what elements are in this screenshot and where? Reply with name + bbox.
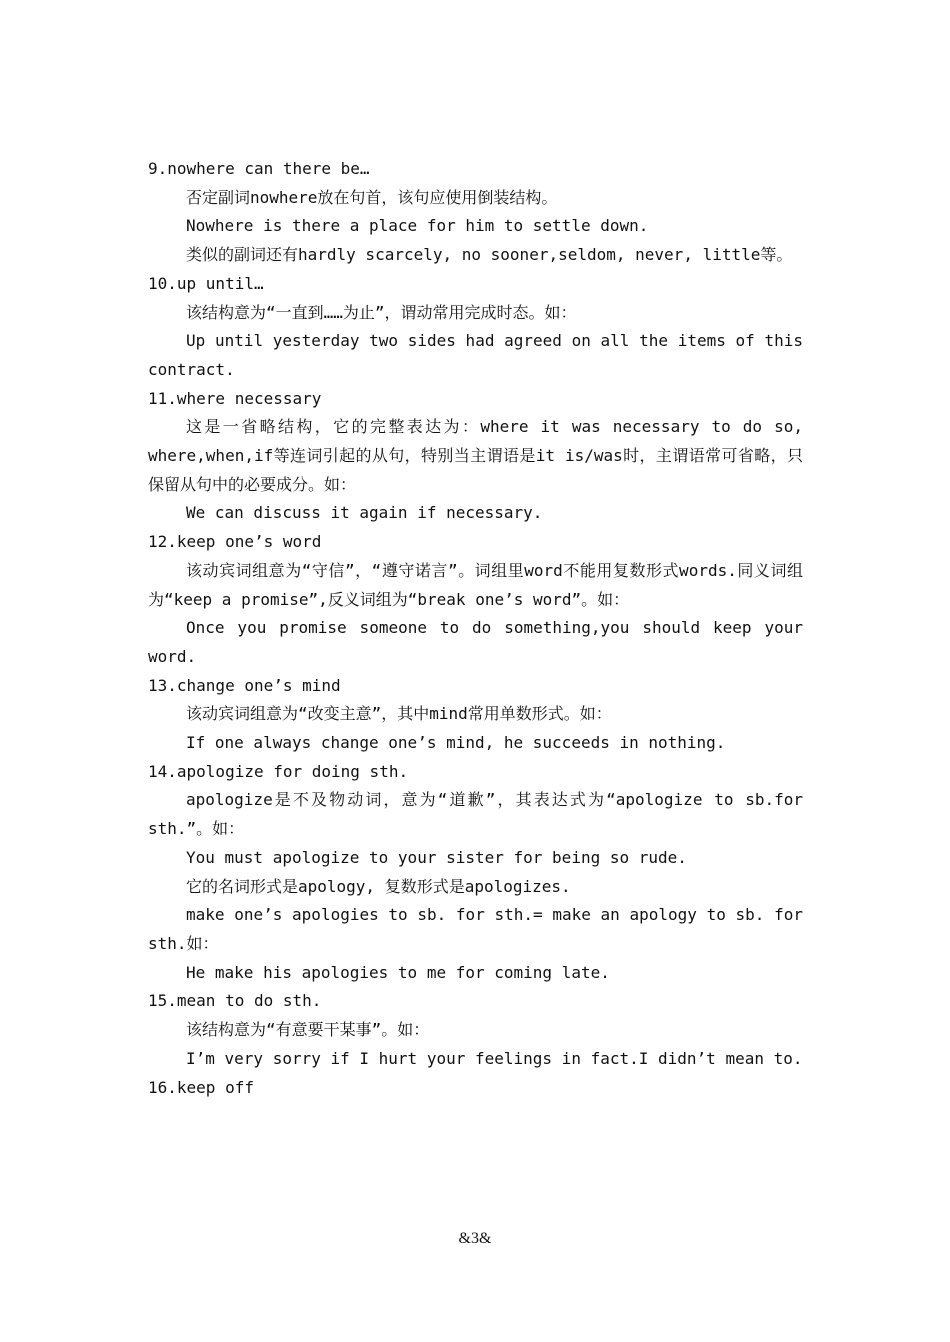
- document-body: [148, 155, 803, 1102]
- paragraph: We can discuss it again if necessary.: [186, 503, 543, 523]
- paragraph: make one’s apologies to sb. for sth.= make an apology to sb. for sth.如：: [148, 905, 803, 953]
- page-number: &3&: [458, 1230, 492, 1247]
- section-heading: 14.apologize for doing sth.: [148, 761, 409, 781]
- section-heading: 9.nowhere can there be…: [148, 159, 370, 178]
- section-heading: 10.up until…: [148, 273, 264, 293]
- paragraph: 类似的副词还有hardly scarcely, no sooner,seldom, never, little等。: [186, 245, 793, 265]
- paragraph: Nowhere is there a place for him to settle down.: [186, 216, 649, 236]
- paragraph: He make his apologies to me for coming late.: [186, 962, 610, 982]
- paragraph: I’m very sorry if I hurt your feelings in fact.I didn’t mean to.: [186, 1048, 803, 1068]
- paragraph: apologize是不及物动词，意为“道歉”，其表达式为“apologize to sb.for sth.”。如：: [148, 790, 803, 839]
- section-heading: 15.mean to do sth.: [148, 991, 322, 1011]
- paragraph: Up until yesterday two sides had agreed on all the items of this contract.: [148, 331, 803, 379]
- paragraph: Once you promise someone to do something,you should keep your word.: [148, 618, 803, 666]
- paragraph: 否定副词nowhere放在句首，该句应使用倒装结构。: [186, 187, 558, 207]
- paragraph: 这是一省略结构，它的完整表达为：where it was necessary to do so, where,when,if等连词引起的从句，特别当主谓语是it is/was时，主谓语常可省略，只保留从句中的必要成分。如：: [148, 417, 803, 494]
- paragraph: 它的名词形式是apology, 复数形式是apologizes.: [186, 876, 571, 896]
- section-heading: 16.keep off: [148, 1077, 254, 1097]
- paragraph: If one always change one’s mind, he succeeds in nothing.: [186, 733, 726, 753]
- paragraph: 该结构意为“一直到……为止”，谓动常用完成时态。如：: [186, 302, 577, 322]
- paragraph: You must apologize to your sister for being so rude.: [186, 847, 687, 867]
- section-heading: 12.keep one’s word: [148, 532, 322, 552]
- paragraph: 该动宾词组意为“改变主意”，其中mind常用单数形式。如：: [186, 704, 612, 724]
- section-heading: 11.where necessary: [148, 388, 322, 408]
- paragraph: 该动宾词组意为“守信”，“遵守诺言”。词组里word不能用复数形式words.同义词组为“keep a promise”,反义词组为“break one’s word”。如：: [148, 560, 803, 609]
- paragraph: 该结构意为“有意要干某事”。如：: [186, 1020, 430, 1040]
- section-heading: 13.change one’s mind: [148, 675, 341, 695]
